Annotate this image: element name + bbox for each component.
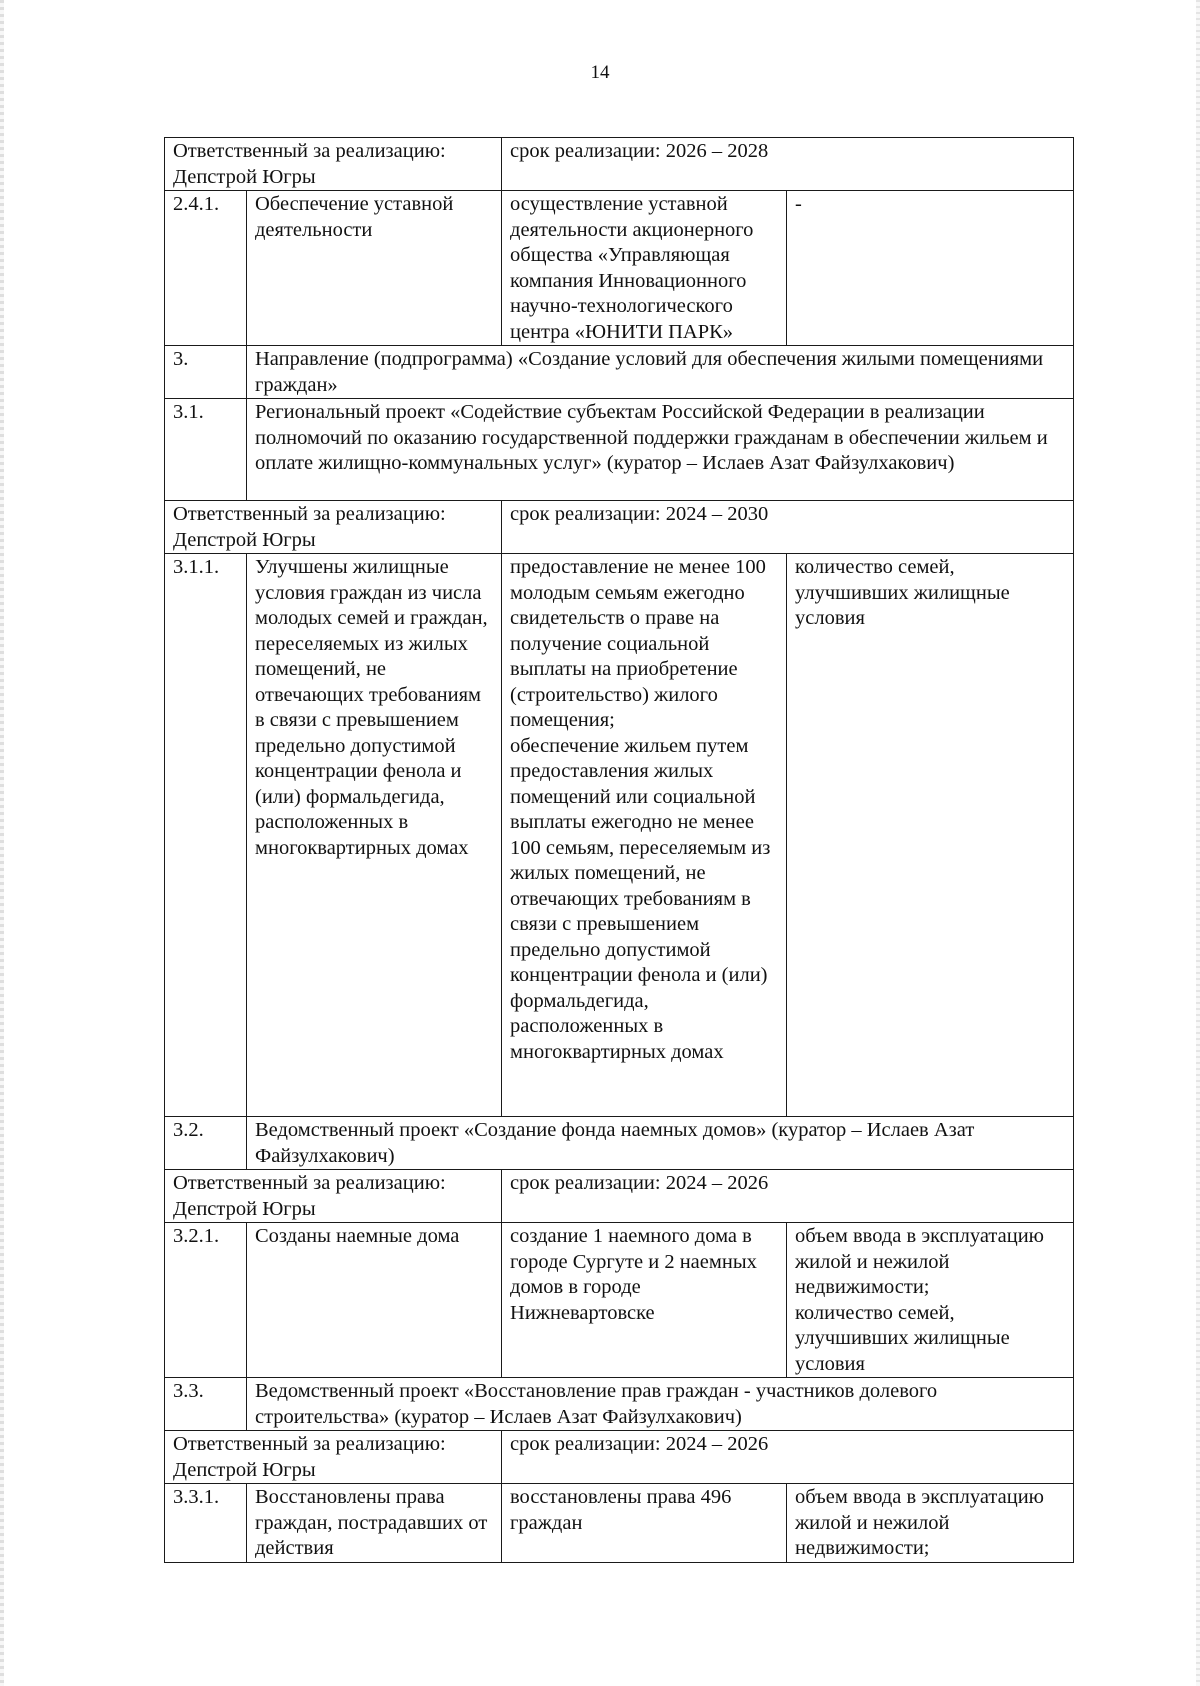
table-row	[165, 1431, 1074, 1484]
term-cell: срок реализации: 2024 – 2026	[502, 1170, 1074, 1223]
item-number: 3.	[165, 346, 247, 399]
indicator-cell	[787, 191, 1074, 346]
scan-edge-right	[1196, 0, 1200, 1686]
description-cell: восстановлены права 496 граждан	[502, 1484, 787, 1563]
subprogram-title: Направление (подпрограмма) «Создание условий для обеспечения жилыми помещениями граждан»	[247, 346, 1074, 399]
item-number: 3.2.	[165, 1117, 247, 1170]
description-cell	[502, 554, 787, 1117]
table-row	[165, 346, 1074, 399]
responsible-cell: Ответственный за реализацию: Депстрой Югры	[165, 1431, 502, 1484]
table-row	[165, 1378, 1074, 1431]
table-row	[165, 501, 1074, 554]
term-cell: срок реализации: 2024 – 2026	[502, 1431, 1074, 1484]
project-title: Ведомственный проект «Создание фонда наемных домов» (куратор – Ислаев Азат Файзулхакович)	[247, 1117, 1074, 1170]
table-row	[165, 1223, 1074, 1378]
term-cell: срок реализации: 2026 – 2028	[502, 138, 1074, 191]
table-row	[165, 138, 1074, 191]
term-cell: срок реализации: 2024 – 2030	[502, 501, 1074, 554]
table-row	[165, 1117, 1074, 1170]
indicator-cell: количество семей, улучшивших жилищные условия	[787, 554, 1074, 1117]
item-number: 3.1.1.	[165, 554, 247, 1117]
description-cell: осуществление уставной деятельности акционерного общества «Управляющая компания Инновационного научно-технологического центра «ЮНИТИ ПАРК»	[502, 191, 787, 346]
table-row	[165, 1170, 1074, 1223]
responsible-cell: Ответственный за реализацию: Депстрой Югры	[165, 1170, 502, 1223]
item-number: 2.4.1.	[165, 191, 247, 346]
task-cell: Восстановлены права граждан, пострадавших от действия	[247, 1484, 502, 1563]
program-structure-table	[164, 137, 1074, 1563]
indicator-cell	[787, 1223, 1074, 1378]
project-title: Ведомственный проект «Восстановление прав граждан - участников долевого строительства» (куратор – Ислаев Азат Файзулхакович)	[247, 1378, 1074, 1431]
scan-edge-left	[0, 0, 4, 1686]
indicator-cell: объем ввода в эксплуатацию жилой и нежилой недвижимости;	[787, 1484, 1074, 1563]
responsible-cell: Ответственный за реализацию: Депстрой Югры	[165, 138, 502, 191]
table-row	[165, 1484, 1074, 1563]
item-number: 3.2.1.	[165, 1223, 247, 1378]
description-cell: создание 1 наемного дома в городе Сургуте и 2 наемных домов в городе Нижневартовске	[502, 1223, 787, 1378]
task-cell: Улучшены жилищные условия граждан из числа молодых семей и граждан, переселяемых из жилых помещений, не отвечающих требованиям в связи с превышением предельно допустимой концентрации фенола и (или) формальдегида, расположенных в многоквартирных домах	[247, 554, 502, 1117]
task-cell: Обеспечение уставной деятельности	[247, 191, 502, 346]
table-row	[165, 554, 1074, 1117]
indicator-part: количество семей, улучшивших жилищные условия	[795, 1301, 1010, 1375]
description-part: обеспечение жильем путем предоставления жилых помещений или социальной выплаты ежегодно не менее 100 семьям, переселяемым из жилых помещений, не отвечающих требованиям в связи с превышением предельно допустимой концентрации фенола и (или) формальдегида, расположенных в многоквартирных домах	[510, 734, 771, 1063]
item-number: 3.3.1.	[165, 1484, 247, 1563]
indicator-part: объем ввода в эксплуатацию жилой и нежилой недвижимости;	[795, 1225, 1044, 1298]
table-row	[165, 399, 1074, 501]
description-part: предоставление не менее 100 молодым семьям ежегодно свидетельств о праве на получение социальной выплаты на приобретение (строительство) жилого помещения;	[510, 556, 766, 731]
table-row	[165, 191, 1074, 346]
item-number: 3.1.	[165, 399, 247, 501]
item-number: 3.3.	[165, 1378, 247, 1431]
task-cell: Созданы наемные дома	[247, 1223, 502, 1378]
project-title: Региональный проект «Содействие субъектам Российской Федерации в реализации полномочий по оказанию государственной поддержки гражданам в обеспечении жильем и оплате жилищно-коммунальных услуг» (куратор – Ислаев Азат Файзулхакович)	[247, 399, 1074, 501]
page-number: 14	[590, 62, 610, 83]
responsible-cell: Ответственный за реализацию: Депстрой Югры	[165, 501, 502, 554]
indicator-value: -	[795, 193, 802, 215]
